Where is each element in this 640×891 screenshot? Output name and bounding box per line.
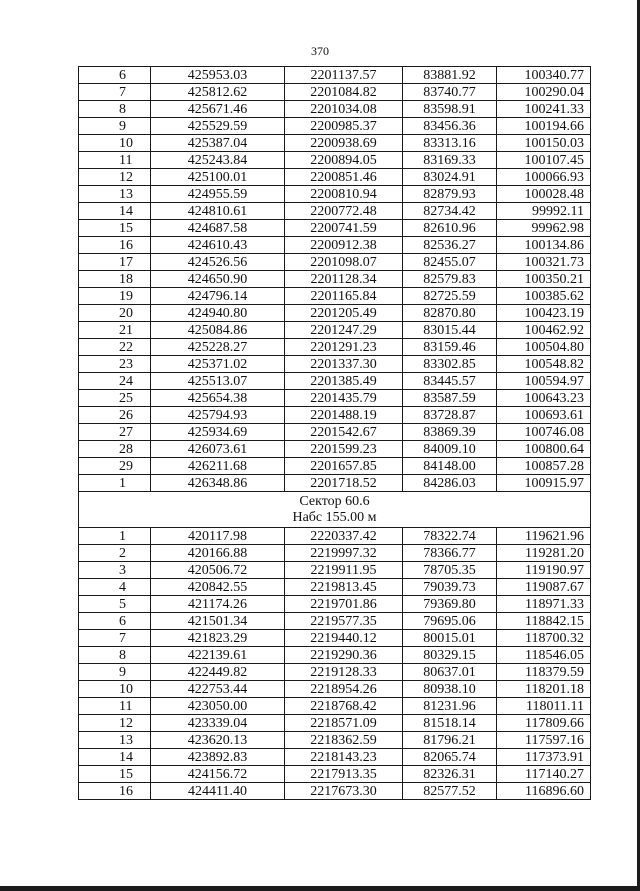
y-local-cell: 116896.60: [497, 783, 591, 800]
y-coordinate-cell: 2220337.42: [285, 528, 403, 545]
y-local-cell: 100134.86: [497, 237, 591, 254]
point-number-cell: 7: [79, 630, 151, 647]
point-number-cell: 24: [79, 373, 151, 390]
x-coordinate-cell: 423339.04: [151, 715, 285, 732]
y-coordinate-cell: 2201435.79: [285, 390, 403, 407]
point-number-cell: 13: [79, 732, 151, 749]
x-local-cell: 79039.73: [403, 579, 497, 596]
x-coordinate-cell: 422753.44: [151, 681, 285, 698]
x-local-cell: 83024.91: [403, 169, 497, 186]
x-coordinate-cell: 425953.03: [151, 67, 285, 84]
x-local-cell: 84009.10: [403, 441, 497, 458]
x-coordinate-cell: 425100.01: [151, 169, 285, 186]
y-local-cell: 118201.18: [497, 681, 591, 698]
x-coordinate-cell: 425513.07: [151, 373, 285, 390]
y-local-cell: 119281.20: [497, 545, 591, 562]
y-coordinate-cell: 2219128.33: [285, 664, 403, 681]
y-local-cell: 100340.77: [497, 67, 591, 84]
x-coordinate-cell: 420117.98: [151, 528, 285, 545]
point-number-cell: 11: [79, 152, 151, 169]
x-coordinate-cell: 424940.80: [151, 305, 285, 322]
table-row: [79, 596, 591, 613]
table-row: [79, 101, 591, 118]
table-row: [79, 390, 591, 407]
point-number-cell: 8: [79, 647, 151, 664]
point-number-cell: 9: [79, 118, 151, 135]
table-row: [79, 475, 591, 492]
y-coordinate-cell: 2217913.35: [285, 766, 403, 783]
y-local-cell: 100028.48: [497, 186, 591, 203]
x-coordinate-cell: 423050.00: [151, 698, 285, 715]
table-row: [79, 407, 591, 424]
x-coordinate-cell: 423892.83: [151, 749, 285, 766]
y-local-cell: 100194.66: [497, 118, 591, 135]
x-local-cell: 82577.52: [403, 783, 497, 800]
y-local-cell: 117597.16: [497, 732, 591, 749]
x-coordinate-cell: 425243.84: [151, 152, 285, 169]
x-coordinate-cell: 425529.59: [151, 118, 285, 135]
point-number-cell: 19: [79, 288, 151, 305]
point-number-cell: 12: [79, 169, 151, 186]
table-row: [79, 118, 591, 135]
x-coordinate-cell: 424610.43: [151, 237, 285, 254]
y-local-cell: 100594.97: [497, 373, 591, 390]
table-body-top: [79, 67, 591, 492]
x-local-cell: 82870.80: [403, 305, 497, 322]
x-coordinate-cell: 421501.34: [151, 613, 285, 630]
table-row: [79, 613, 591, 630]
y-coordinate-cell: 2201098.07: [285, 254, 403, 271]
y-local-cell: 100643.23: [497, 390, 591, 407]
section-header-row: [79, 492, 591, 528]
table-row: [79, 203, 591, 220]
table-row: [79, 749, 591, 766]
y-local-cell: 100350.21: [497, 271, 591, 288]
x-coordinate-cell: 425228.27: [151, 339, 285, 356]
y-local-cell: 118971.33: [497, 596, 591, 613]
y-coordinate-cell: 2201657.85: [285, 458, 403, 475]
x-coordinate-cell: 425671.46: [151, 101, 285, 118]
coordinates-table: [78, 66, 591, 800]
table-row: [79, 424, 591, 441]
table-row: [79, 169, 591, 186]
x-coordinate-cell: 422139.61: [151, 647, 285, 664]
y-local-cell: 100385.62: [497, 288, 591, 305]
x-coordinate-cell: 424411.40: [151, 783, 285, 800]
y-coordinate-cell: 2219701.86: [285, 596, 403, 613]
y-local-cell: 100462.92: [497, 322, 591, 339]
section-title: Сектор 60.6: [299, 494, 370, 509]
y-local-cell: 118842.15: [497, 613, 591, 630]
y-coordinate-cell: 2201488.19: [285, 407, 403, 424]
point-number-cell: 15: [79, 766, 151, 783]
x-coordinate-cell: 424810.61: [151, 203, 285, 220]
table-row: [79, 254, 591, 271]
table-row: [79, 322, 591, 339]
x-local-cell: 83456.36: [403, 118, 497, 135]
x-local-cell: 83445.57: [403, 373, 497, 390]
y-coordinate-cell: 2201205.49: [285, 305, 403, 322]
y-local-cell: 117373.91: [497, 749, 591, 766]
y-coordinate-cell: 2219577.35: [285, 613, 403, 630]
x-local-cell: 83159.46: [403, 339, 497, 356]
point-number-cell: 15: [79, 220, 151, 237]
x-local-cell: 83881.92: [403, 67, 497, 84]
y-local-cell: 99992.11: [497, 203, 591, 220]
y-coordinate-cell: 2201137.57: [285, 67, 403, 84]
y-coordinate-cell: 2218571.09: [285, 715, 403, 732]
table-row: [79, 528, 591, 545]
x-coordinate-cell: 421174.26: [151, 596, 285, 613]
x-local-cell: 83015.44: [403, 322, 497, 339]
point-number-cell: 28: [79, 441, 151, 458]
y-coordinate-cell: 2201034.08: [285, 101, 403, 118]
y-coordinate-cell: 2201165.84: [285, 288, 403, 305]
table-row: [79, 288, 591, 305]
table-row: [79, 647, 591, 664]
x-coordinate-cell: 422449.82: [151, 664, 285, 681]
point-number-cell: 9: [79, 664, 151, 681]
y-local-cell: 118700.32: [497, 630, 591, 647]
point-number-cell: 20: [79, 305, 151, 322]
point-number-cell: 18: [79, 271, 151, 288]
x-local-cell: 82725.59: [403, 288, 497, 305]
x-local-cell: 82734.42: [403, 203, 497, 220]
page-number: 370: [311, 44, 329, 58]
y-local-cell: 100241.33: [497, 101, 591, 118]
y-coordinate-cell: 2201128.34: [285, 271, 403, 288]
point-number-cell: 3: [79, 562, 151, 579]
y-coordinate-cell: 2201385.49: [285, 373, 403, 390]
x-local-cell: 83302.85: [403, 356, 497, 373]
x-coordinate-cell: 426073.61: [151, 441, 285, 458]
x-local-cell: 81796.21: [403, 732, 497, 749]
x-coordinate-cell: 424650.90: [151, 271, 285, 288]
x-local-cell: 83728.87: [403, 407, 497, 424]
x-local-cell: 83598.91: [403, 101, 497, 118]
y-coordinate-cell: 2200772.48: [285, 203, 403, 220]
x-local-cell: 82065.74: [403, 749, 497, 766]
point-number-cell: 8: [79, 101, 151, 118]
x-local-cell: 79369.80: [403, 596, 497, 613]
y-local-cell: 118011.11: [497, 698, 591, 715]
y-coordinate-cell: 2201718.52: [285, 475, 403, 492]
x-coordinate-cell: 425794.93: [151, 407, 285, 424]
y-coordinate-cell: 2218954.26: [285, 681, 403, 698]
y-coordinate-cell: 2218362.59: [285, 732, 403, 749]
x-coordinate-cell: 425387.04: [151, 135, 285, 152]
x-coordinate-cell: 425812.62: [151, 84, 285, 101]
point-number-cell: 4: [79, 579, 151, 596]
x-local-cell: 82879.93: [403, 186, 497, 203]
table-row: [79, 698, 591, 715]
x-local-cell: 80637.01: [403, 664, 497, 681]
table-row: [79, 135, 591, 152]
x-coordinate-cell: 420506.72: [151, 562, 285, 579]
y-coordinate-cell: 2201084.82: [285, 84, 403, 101]
point-number-cell: 29: [79, 458, 151, 475]
table-row: [79, 766, 591, 783]
point-number-cell: 21: [79, 322, 151, 339]
x-local-cell: 82579.83: [403, 271, 497, 288]
point-number-cell: 13: [79, 186, 151, 203]
y-local-cell: 100150.03: [497, 135, 591, 152]
x-local-cell: 80329.15: [403, 647, 497, 664]
table-row: [79, 84, 591, 101]
x-coordinate-cell: 424955.59: [151, 186, 285, 203]
section-height: Набс 155.00 м: [292, 510, 377, 525]
x-local-cell: 82610.96: [403, 220, 497, 237]
x-coordinate-cell: 420166.88: [151, 545, 285, 562]
y-coordinate-cell: 2219997.32: [285, 545, 403, 562]
x-coordinate-cell: 425654.38: [151, 390, 285, 407]
point-number-cell: 23: [79, 356, 151, 373]
x-coordinate-cell: 424526.56: [151, 254, 285, 271]
y-local-cell: 100915.97: [497, 475, 591, 492]
x-local-cell: 79695.06: [403, 613, 497, 630]
point-number-cell: 11: [79, 698, 151, 715]
x-local-cell: 82326.31: [403, 766, 497, 783]
y-local-cell: 119087.67: [497, 579, 591, 596]
y-local-cell: 100423.19: [497, 305, 591, 322]
x-coordinate-cell: 425371.02: [151, 356, 285, 373]
y-coordinate-cell: 2201599.23: [285, 441, 403, 458]
y-local-cell: 100504.80: [497, 339, 591, 356]
x-local-cell: 80015.01: [403, 630, 497, 647]
point-number-cell: 1: [79, 528, 151, 545]
y-local-cell: 117140.27: [497, 766, 591, 783]
y-coordinate-cell: 2201291.23: [285, 339, 403, 356]
x-coordinate-cell: 426348.86: [151, 475, 285, 492]
section-header-cell: [79, 492, 591, 528]
table-row: [79, 545, 591, 562]
y-coordinate-cell: 2201542.67: [285, 424, 403, 441]
point-number-cell: 2: [79, 545, 151, 562]
x-local-cell: 82536.27: [403, 237, 497, 254]
x-local-cell: 80938.10: [403, 681, 497, 698]
table-row: [79, 458, 591, 475]
x-local-cell: 83740.77: [403, 84, 497, 101]
y-coordinate-cell: 2200894.05: [285, 152, 403, 169]
y-coordinate-cell: 2200938.69: [285, 135, 403, 152]
x-coordinate-cell: 424156.72: [151, 766, 285, 783]
y-coordinate-cell: 2219911.95: [285, 562, 403, 579]
point-number-cell: 10: [79, 681, 151, 698]
point-number-cell: 12: [79, 715, 151, 732]
y-local-cell: 100746.08: [497, 424, 591, 441]
table-row: [79, 783, 591, 800]
point-number-cell: 6: [79, 67, 151, 84]
point-number-cell: 17: [79, 254, 151, 271]
x-local-cell: 81231.96: [403, 698, 497, 715]
table-row: [79, 186, 591, 203]
x-coordinate-cell: 421823.29: [151, 630, 285, 647]
point-number-cell: 16: [79, 783, 151, 800]
y-local-cell: 99962.98: [497, 220, 591, 237]
y-coordinate-cell: 2201337.30: [285, 356, 403, 373]
table-row: [79, 67, 591, 84]
y-coordinate-cell: 2200741.59: [285, 220, 403, 237]
table-row: [79, 579, 591, 596]
y-coordinate-cell: 2218768.42: [285, 698, 403, 715]
table-body-bottom: [79, 528, 591, 800]
x-local-cell: 83587.59: [403, 390, 497, 407]
x-coordinate-cell: 424796.14: [151, 288, 285, 305]
y-local-cell: 119621.96: [497, 528, 591, 545]
table-row: [79, 152, 591, 169]
table-row: [79, 562, 591, 579]
y-local-cell: 100321.73: [497, 254, 591, 271]
point-number-cell: 14: [79, 203, 151, 220]
x-local-cell: 78705.35: [403, 562, 497, 579]
y-local-cell: 100800.64: [497, 441, 591, 458]
x-local-cell: 84286.03: [403, 475, 497, 492]
table-row: [79, 356, 591, 373]
point-number-cell: 7: [79, 84, 151, 101]
x-coordinate-cell: 426211.68: [151, 458, 285, 475]
x-local-cell: 81518.14: [403, 715, 497, 732]
scan-border-bottom: [0, 886, 640, 891]
y-local-cell: 118379.59: [497, 664, 591, 681]
y-coordinate-cell: 2218143.23: [285, 749, 403, 766]
point-number-cell: 10: [79, 135, 151, 152]
point-number-cell: 5: [79, 596, 151, 613]
y-coordinate-cell: 2217673.30: [285, 783, 403, 800]
table-row: [79, 715, 591, 732]
y-local-cell: 100693.61: [497, 407, 591, 424]
y-coordinate-cell: 2200912.38: [285, 237, 403, 254]
table-row: [79, 732, 591, 749]
table-row: [79, 373, 591, 390]
table-row: [79, 681, 591, 698]
table-row: [79, 441, 591, 458]
table-row: [79, 630, 591, 647]
x-local-cell: 78366.77: [403, 545, 497, 562]
y-coordinate-cell: 2200810.94: [285, 186, 403, 203]
x-local-cell: 84148.00: [403, 458, 497, 475]
y-local-cell: 100548.82: [497, 356, 591, 373]
x-local-cell: 78322.74: [403, 528, 497, 545]
point-number-cell: 6: [79, 613, 151, 630]
x-coordinate-cell: 425934.69: [151, 424, 285, 441]
x-local-cell: 83869.39: [403, 424, 497, 441]
table-row: [79, 271, 591, 288]
point-number-cell: 16: [79, 237, 151, 254]
x-coordinate-cell: 424687.58: [151, 220, 285, 237]
x-local-cell: 83169.33: [403, 152, 497, 169]
point-number-cell: 22: [79, 339, 151, 356]
y-local-cell: 118546.05: [497, 647, 591, 664]
table-row: [79, 664, 591, 681]
point-number-cell: 26: [79, 407, 151, 424]
x-coordinate-cell: 425084.86: [151, 322, 285, 339]
table-row: [79, 220, 591, 237]
y-coordinate-cell: 2219290.36: [285, 647, 403, 664]
point-number-cell: 14: [79, 749, 151, 766]
y-local-cell: 117809.66: [497, 715, 591, 732]
x-local-cell: 82455.07: [403, 254, 497, 271]
table-row: [79, 305, 591, 322]
section-header-body: [79, 492, 591, 528]
y-local-cell: 100857.28: [497, 458, 591, 475]
y-coordinate-cell: 2219813.45: [285, 579, 403, 596]
table-row: [79, 339, 591, 356]
point-number-cell: 25: [79, 390, 151, 407]
y-coordinate-cell: 2219440.12: [285, 630, 403, 647]
y-coordinate-cell: 2200985.37: [285, 118, 403, 135]
y-coordinate-cell: 2200851.46: [285, 169, 403, 186]
table-row: [79, 237, 591, 254]
y-local-cell: 100066.93: [497, 169, 591, 186]
point-number-cell: 27: [79, 424, 151, 441]
y-local-cell: 100107.45: [497, 152, 591, 169]
y-local-cell: 100290.04: [497, 84, 591, 101]
y-coordinate-cell: 2201247.29: [285, 322, 403, 339]
x-coordinate-cell: 420842.55: [151, 579, 285, 596]
point-number-cell: 1: [79, 475, 151, 492]
x-local-cell: 83313.16: [403, 135, 497, 152]
y-local-cell: 119190.97: [497, 562, 591, 579]
x-coordinate-cell: 423620.13: [151, 732, 285, 749]
